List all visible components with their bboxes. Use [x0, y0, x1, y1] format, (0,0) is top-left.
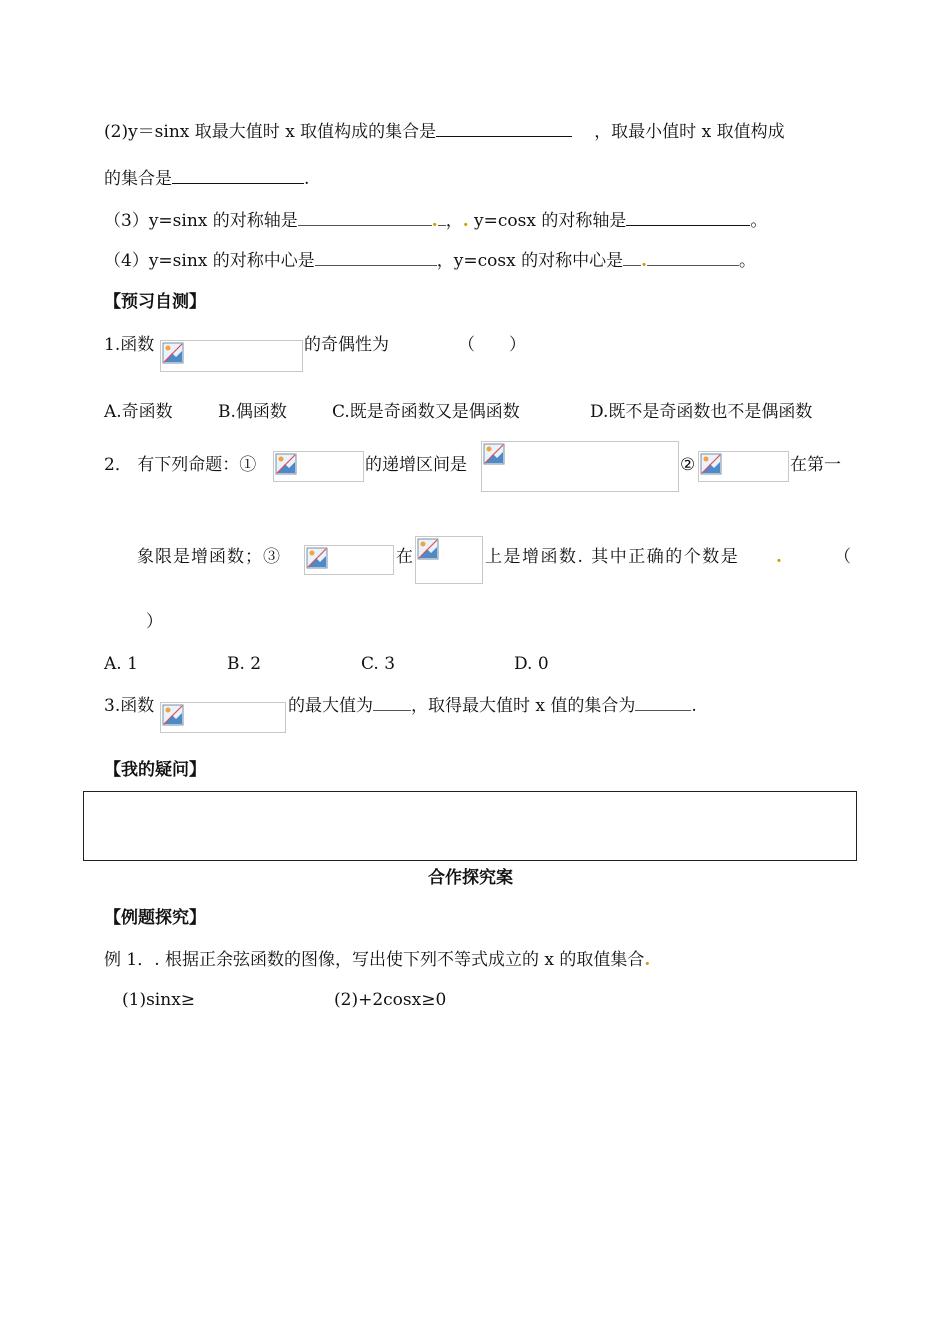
q2-text-a: (2)y＝sinx 取最大值时 x 取值构成的集合是: [104, 122, 437, 142]
p3-mid-line: [288, 694, 697, 718]
example1-item1: (1)sinx≥: [122, 990, 196, 1010]
p2-paren-open: （: [834, 547, 851, 567]
broken-image-icon: [275, 453, 297, 475]
q3-line: [104, 209, 767, 233]
p1-option-b: B.偶函数: [218, 402, 287, 422]
broken-image-icon: [483, 443, 505, 465]
broken-image-icon: [417, 538, 439, 560]
q3-text-b: ，: [445, 211, 463, 231]
mark-dot: .: [641, 251, 648, 271]
p2-paren-close: ）: [146, 612, 163, 632]
q4-text-b: ，y=cosx 的对称中心是: [436, 251, 624, 271]
formula-image: [160, 340, 303, 372]
q3-end: 。: [750, 211, 768, 231]
question-box[interactable]: [83, 791, 857, 861]
example1-text-line: [104, 948, 650, 972]
formula-image: [481, 441, 679, 492]
preview-heading: 【预习自测】: [104, 292, 206, 312]
q2-text-b: ，取最小值时 x 取值构成: [594, 122, 785, 142]
p2-line2-c: 上是增函数. 其中正确的个数是: [485, 547, 740, 567]
p1-option-d: D.既不是奇函数也不是偶函数: [590, 402, 813, 422]
broken-image-icon: [162, 704, 184, 726]
q2-end: .: [304, 169, 310, 189]
formula-image: [304, 545, 394, 575]
question-heading: 【我的疑问】: [104, 760, 206, 780]
q2-line1: [104, 120, 785, 144]
p3-end: .: [691, 696, 697, 716]
p1-paren: （ ）: [458, 335, 526, 355]
p2-mid1: 的递增区间是: [365, 455, 467, 475]
mark-dot: .: [462, 211, 469, 231]
section-title: 合作探究案: [428, 868, 513, 888]
q3-blank-cos-axis[interactable]: [626, 209, 750, 226]
q2-blank-max[interactable]: [436, 120, 572, 137]
p2-mark2: ②: [680, 455, 696, 475]
formula-image: [698, 451, 789, 482]
p2-lead: 2． 有下列命题：①: [104, 455, 257, 475]
mark-dot: .: [431, 211, 438, 231]
formula-image: [160, 702, 286, 733]
q4-line: [104, 249, 756, 273]
p2-option-b: B. 2: [227, 654, 262, 674]
q4-end: 。: [739, 251, 757, 271]
p1-tail: 的奇偶性为: [304, 335, 389, 355]
p1-lead: 1.函数: [104, 335, 155, 355]
q3-blank-sin-axis[interactable]: [298, 209, 432, 226]
example1-item2: (2)+2cosx≥0: [334, 990, 447, 1010]
p3-blank-max[interactable]: [373, 694, 411, 711]
formula-image: [415, 536, 483, 584]
q2-line2: [104, 167, 309, 191]
example-heading: 【例题探究】: [104, 908, 206, 928]
p2-option-d: D. 0: [514, 654, 549, 674]
p2-option-c: C. 3: [361, 654, 396, 674]
p2-tail1: 在第一: [790, 455, 841, 475]
q3-text-a: （3）y=sinx 的对称轴是: [104, 211, 298, 231]
p2-line2-a: 象限是增函数；③: [137, 547, 281, 567]
formula-image: [273, 451, 364, 482]
mark-dot: .: [776, 547, 782, 567]
p2-line2-b: 在: [396, 547, 413, 567]
q4-blank-cos-center[interactable]: [647, 249, 739, 266]
p3-lead: 3.函数: [104, 696, 155, 716]
example1-text: 例 1．. 根据正余弦函数的图像，写出使下列不等式成立的 x 的取值集合: [104, 950, 645, 970]
broken-image-icon: [700, 453, 722, 475]
q3-text-c: y=cosx 的对称轴是: [468, 211, 627, 231]
p3-mid2: ，取得最大值时 x 值的集合为: [411, 696, 636, 716]
q4-text-a: （4）y=sinx 的对称中心是: [104, 251, 315, 271]
broken-image-icon: [162, 342, 184, 364]
broken-image-icon: [306, 547, 328, 569]
p3-blank-set[interactable]: [635, 694, 691, 711]
p1-option-c: C.既是奇函数又是偶函数: [332, 402, 520, 422]
p3-mid: 的最大值为: [288, 696, 373, 716]
q4-blank-sin-center[interactable]: [315, 249, 437, 266]
p2-option-a: A. 1: [104, 654, 138, 674]
q2-blank-min[interactable]: [172, 167, 304, 184]
q2-text-c: 的集合是: [104, 169, 172, 189]
mark-dot: .: [644, 950, 651, 970]
p1-option-a: A.奇函数: [104, 402, 173, 422]
